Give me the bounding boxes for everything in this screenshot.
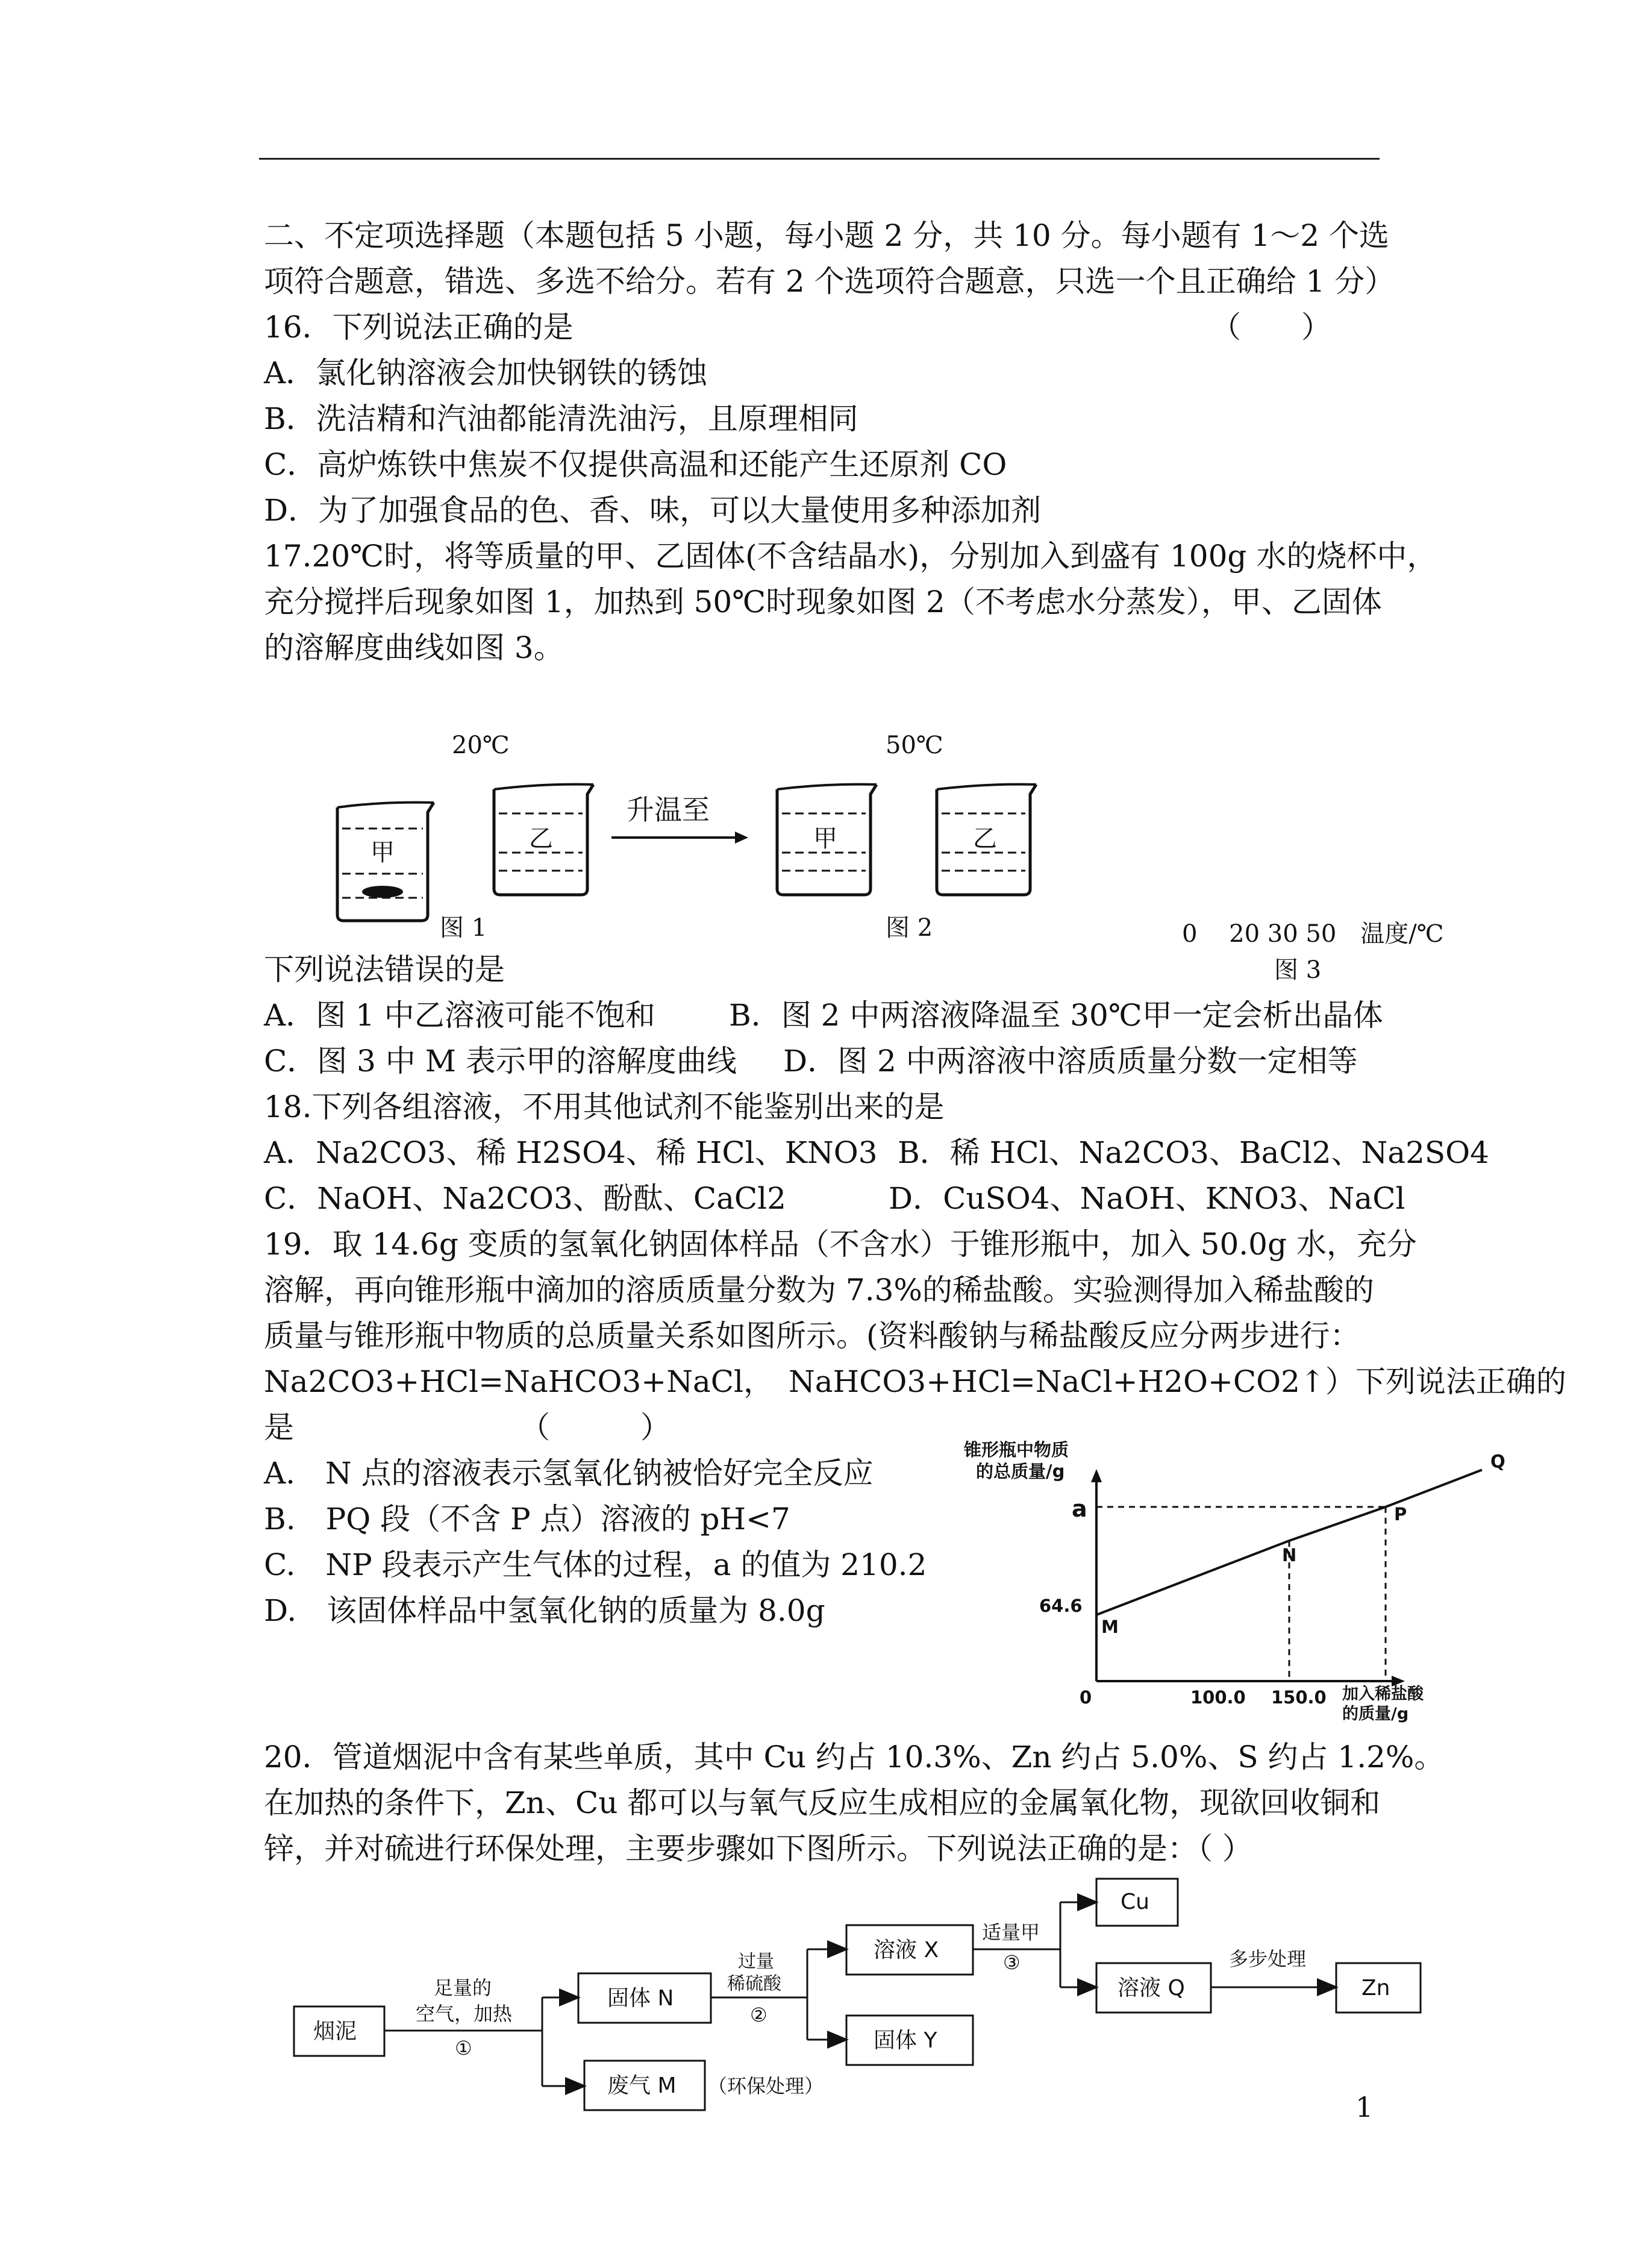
beaker-1-label: 甲 — [370, 839, 395, 866]
q17-stem-line2: 充分搅拌后现象如图 1，加热到 50℃时现象如图 2（不考虑水分蒸发），甲、乙固体 — [264, 584, 1382, 619]
q17-stem-line1: 17.20℃时，将等质量的甲、乙固体(不含结晶水)，分别加入到盛有 100g 水的烧杯中， — [264, 539, 1437, 574]
q16-answer-bracket: （ ） — [1211, 310, 1331, 345]
flow-start: 烟泥 — [313, 2019, 357, 2044]
beaker-2 — [494, 785, 593, 895]
q16-stem: 16．下列说法正确的是 — [264, 310, 574, 345]
flow-solution-q: 溶液 Q — [1118, 1976, 1185, 2000]
q16-option-a: A．氯化钠溶液会加快钢铁的锈蚀 — [264, 356, 708, 390]
flow-solid-y: 固体 Y — [874, 2028, 937, 2053]
q19-option-d: D. 该固体样品中氢氧化钠的质量为 8.0g — [264, 1593, 825, 1628]
chart-point-n: N — [1282, 1545, 1297, 1565]
q20-stem-line2: 在加热的条件下，Zn、Cu 都可以与氧气反应生成相应的金属氧化物，现欲回收铜和 — [264, 1785, 1381, 1820]
fig1-caption: 图 1 — [440, 914, 487, 942]
flow-env-note: （环保处理） — [708, 2075, 824, 2097]
flow-solution-x: 溶液 X — [874, 1938, 939, 1963]
arrow-head — [735, 832, 748, 844]
q16-option-b: B．洗洁精和汽油都能清洗油污，且原理相同 — [264, 401, 858, 436]
chart-ytick-m: 64.6 — [1039, 1596, 1083, 1616]
beaker-3 — [777, 785, 877, 895]
q17-option-c: C．图 3 中 M 表示甲的溶解度曲线 — [264, 1044, 737, 1079]
beaker-3-label: 甲 — [813, 825, 837, 853]
flow-waste-m: 废气 M — [607, 2073, 677, 2098]
q17-beaker-figures — [313, 723, 1096, 952]
q20-stem-line3: 锌，并对硫进行环保处理，主要步骤如下图所示。下列说法正确的是：（ ） — [264, 1831, 1252, 1866]
chart-point-p: P — [1394, 1503, 1407, 1524]
q19-stem-line5: 是 （ ） — [264, 1410, 671, 1445]
beaker-4-label: 乙 — [973, 825, 997, 853]
q19-mass-chart — [952, 1434, 1505, 1723]
chart-plot-area — [1096, 1451, 1505, 1681]
flow-step2-line2: 稀硫酸 — [727, 1973, 781, 1994]
q16-option-c: C．高炉炼铁中焦炭不仅提供高温和还能产生还原剂 CO — [264, 447, 1007, 482]
q18-option-d: D．CuSO4、NaOH、KNO3、NaCl — [889, 1181, 1405, 1216]
q19-stem-line3: 质量与锥形瓶中物质的总质量关系如图所示。(资料酸钠与稀盐酸反应分两步进行： — [264, 1318, 1360, 1353]
chart-xtick-n: 100.0 — [1190, 1687, 1246, 1708]
sediment — [362, 886, 403, 898]
fig3-caption: 图 3 — [1274, 956, 1322, 984]
arrow-label: 升温至 — [627, 794, 710, 826]
q19-option-c: C. NP 段表示产生气体的过程，a 的值为 210.2 — [264, 1547, 927, 1582]
flow-step2-num: ② — [750, 2003, 767, 2026]
chart-point-m: M — [1101, 1617, 1119, 1637]
q16-option-d: D．为了加强食品的色、香、味，可以大量使用多种添加剂 — [264, 493, 1042, 528]
q17-option-a: A．图 1 中乙溶液可能不饱和 — [264, 998, 655, 1033]
q18-option-c: C．NaOH、Na2CO3、酚酞、CaCl2 — [264, 1181, 786, 1216]
beaker-2-label: 乙 — [529, 825, 553, 853]
flow-step2-line1: 过量 — [738, 1951, 774, 1972]
chart-y-arrow — [1091, 1469, 1102, 1482]
fig3-axis-labels: 0 20 30 50 温度/℃ — [1182, 920, 1444, 948]
flow-cu: Cu — [1121, 1890, 1149, 1914]
page-number: 1 — [1355, 2091, 1374, 2123]
chart-point-q: Q — [1490, 1451, 1505, 1472]
flow-zn: Zn — [1361, 1976, 1390, 2000]
flow-step3: 适量甲 — [982, 1921, 1040, 1944]
chart-ylabel-line2: 的总质量/g — [976, 1461, 1065, 1482]
q19-option-a: A. N 点的溶液表示氢氧化钠被恰好完全反应 — [264, 1456, 874, 1491]
flow-step1-line2: 空气，加热 — [416, 2002, 513, 2025]
q19-stem-line1: 19．取 14.6g 变质的氢氧化钠固体样品（不含水）于锥形瓶中，加入 50.0g 水，充分 — [264, 1227, 1417, 1262]
chart-origin: 0 — [1080, 1687, 1092, 1708]
beaker-4 — [937, 785, 1036, 895]
chart-ytick-a: a — [1072, 1496, 1087, 1522]
section-heading-line1: 二、不定项选择题（本题包括 5 小题，每小题 2 分，共 10 分。每小题有 1～2 个选 — [264, 218, 1390, 253]
q19-stem-line4: Na2CO3+HCl=NaHCO3+NaCl， NaHCO3+HCl=NaCl+H2O+CO2↑）下列说法正确的 — [264, 1364, 1566, 1399]
flow-step1-num: ① — [455, 2037, 472, 2060]
section-heading-line2: 项符合题意，错选、多选不给分。若有 2 个选项符合题意，只选一个且正确给 1 分） — [264, 264, 1395, 299]
chart-xlabel-line2: 的质量/g — [1342, 1705, 1409, 1723]
flow-step3-num: ③ — [1003, 1951, 1021, 1974]
q19-option-b: B. PQ 段（不含 P 点）溶液的 pH<7 — [264, 1502, 790, 1537]
q20-stem-line1: 20．管道烟泥中含有某些单质，其中 Cu 约占 10.3%、Zn 约占 5.0%、S 约占 1.2%。 — [264, 1740, 1445, 1775]
q20-flowchart — [283, 1868, 1488, 2121]
chart-ylabel-line1: 锥形瓶中物质 — [964, 1439, 1069, 1460]
beaker-1 — [337, 803, 434, 921]
fig2-caption: 图 2 — [886, 914, 933, 942]
chart-xlabel-line1: 加入稀盐酸 — [1342, 1685, 1424, 1703]
flow-solid-n: 固体 N — [607, 1986, 674, 2011]
q17-stem-line3: 的溶解度曲线如图 3。 — [264, 630, 564, 665]
q17-option-b: B．图 2 中两溶液降温至 30℃甲一定会析出晶体 — [729, 998, 1383, 1033]
temp-20-label: 20℃ — [452, 731, 510, 759]
q18-option-b: B．稀 HCl、Na2CO3、BaCl2、Na2SO4 — [898, 1135, 1489, 1170]
chart-xtick-p: 150.0 — [1271, 1687, 1327, 1708]
q18-stem: 18.下列各组溶液，不用其他试剂不能鉴别出来的是 — [264, 1089, 945, 1124]
q18-option-a: A．Na2CO3、稀 H2SO4、稀 HCl、KNO3 — [264, 1135, 878, 1170]
flow-multi-step: 多步处理 — [1229, 1947, 1307, 1970]
temp-50-label: 50℃ — [886, 731, 943, 759]
q17-question: 下列说法错误的是 — [264, 952, 505, 987]
q19-stem-line2: 溶解，再向锥形瓶中滴加的溶质质量分数为 7.3%的稀盐酸。实验测得加入稀盐酸的 — [264, 1273, 1374, 1308]
header-rule — [259, 158, 1380, 160]
q17-option-d: D．图 2 中两溶液中溶质质量分数一定相等 — [783, 1044, 1358, 1079]
flow-step1-line1: 足量的 — [434, 1976, 492, 1999]
